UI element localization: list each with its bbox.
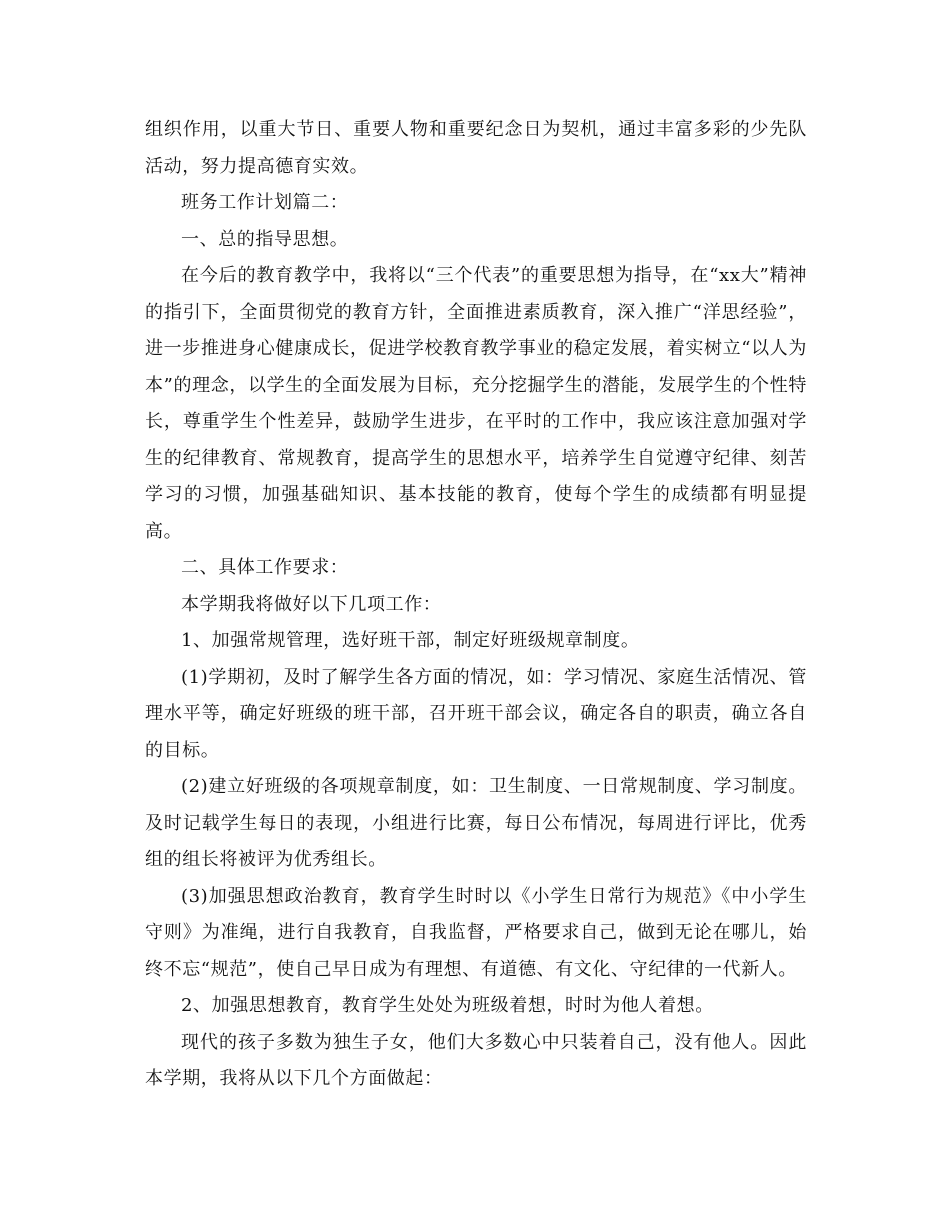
paragraph-intro: 本学期我将做好以下几项工作： xyxy=(181,593,442,615)
paragraph-guiding-thought: 在今后的教育教学中，我将以“三个代表”的重要思想为指导，在“xx大”精神的指引下，全面贯彻党的教育方针，全面推进素质教育，深入推广“洋思经验”，进一步推进身心健康成长，促进学校教育教学事业的稳定发展，着实树立“以人为本”的理念，以学生的全面发展为目标，充分挖掘学生的潜能，发展学生的个性特长，尊重学生个性差异，鼓励学生进步，在平时的工作中，我应该注意加强对学生的纪律教育、常规教育，提高学生的思想水平，培养学生自觉遵守纪律、刻苦学习的习惯，加强基础知识、基本技能的教育，使每个学生的成绩都有明显提高。 xyxy=(145,265,807,542)
paragraph-continuation: 组织作用，以重大节日、重要人物和重要纪念日为契机，通过丰富多彩的少先队活动，努力提高德育实效。 xyxy=(145,119,807,177)
heading-guiding-thought: 一、总的指导思想。 xyxy=(181,228,349,250)
section-title: 班务工作计划篇二： xyxy=(181,192,349,213)
item-1-sub-1: (1)学期初，及时了解学生各方面的情况，如：学习情况、家庭生活情况、管理水平等，确定好班级的班干部，召开班干部会议，确定各自的职责，确立各自的目标。 xyxy=(145,666,807,761)
item-2-paragraph: 现代的孩子多数为独生子女，他们大多数心中只装着自己，没有他人。因此本学期，我将从以下几个方面做起： xyxy=(145,1031,807,1089)
item-1-sub-3: (3)加强思想政治教育，教育学生时时以《小学生日常行为规范》《中小学生守则》为准绳，进行自我教育，自我监督，严格要求自己，做到无论在哪儿，始终不忘“规范”，使自己早日成为有理想、有道德、有文化、守纪律的一代新人。 xyxy=(145,885,807,980)
item-1-sub-2: (2)建立好班级的各项规章制度，如：卫生制度、一日常规制度、学习制度。及时记载学生每日的表现，小组进行比赛，每日公布情况，每周进行评比，优秀组的组长将被评为优秀组长。 xyxy=(145,776,807,870)
item-1-heading: 1、加强常规管理，选好班干部，制定好班级规章制度。 xyxy=(181,630,640,651)
heading-work-requirements: 二、具体工作要求： xyxy=(181,557,349,578)
item-2-heading: 2、加强思想教育，教育学生处处为班级着想，时时为他人着想。 xyxy=(181,995,714,1016)
document-body xyxy=(145,112,807,1098)
